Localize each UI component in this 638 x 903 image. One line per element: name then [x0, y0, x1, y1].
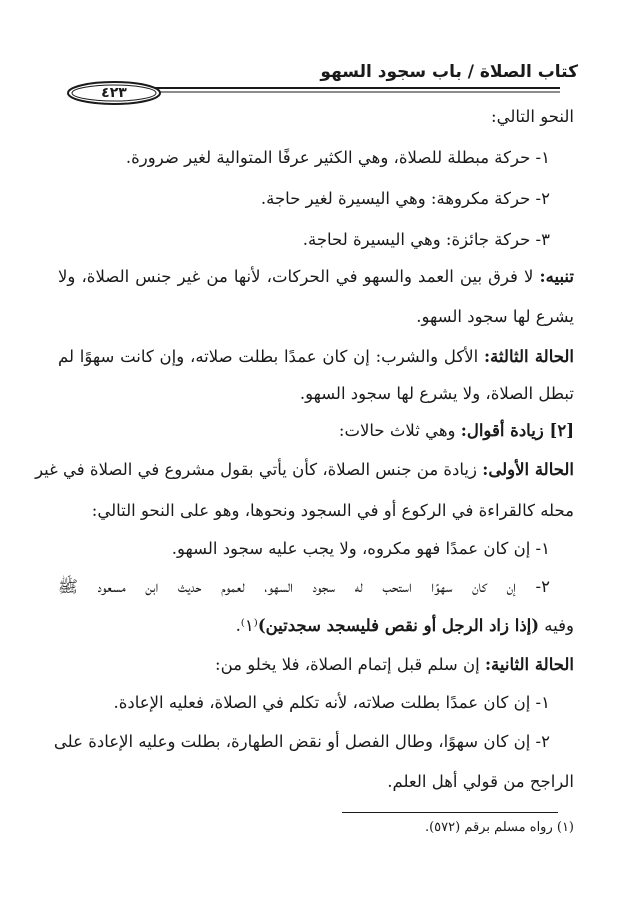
- list-item: ٢- حركة مكروهة: وهي اليسيرة لغير حاجة.: [260, 189, 550, 208]
- list-item: ١- إن كان عمدًا بطلت صلاته، لأنه تكلم في الصلاة، فعليه الإعادة.: [113, 693, 550, 712]
- section-title: [٢] زيادة أقوال:: [460, 421, 574, 440]
- page-number: ٤٢٣: [101, 85, 127, 101]
- text-line: [236, 613, 574, 639]
- hadith-quote: (إذا زاد الرجل أو نقص فليسجد سجدتين): [257, 616, 540, 635]
- text-line: الراجح من قولي أهل العلم.: [387, 772, 574, 791]
- text-line: [58, 264, 574, 290]
- text-line: تبطل الصلاة، ولا يشرع لها سجود السهو.: [299, 384, 574, 403]
- section-heading: [339, 418, 574, 444]
- text-line: [58, 344, 574, 370]
- footnote-ref: ⁽١⁾.: [235, 616, 258, 635]
- text-line: [35, 457, 574, 483]
- list-item: ١- حركة مبطلة للصلاة، وهي الكثير عرفًا المتوالية لغير ضرورة.: [125, 148, 550, 167]
- text-run: زيادة من جنس الصلاة، كأن يأتي بقول مشروع في الصلاة في غير: [35, 460, 483, 479]
- text-run: إن سلم قبل إتمام الصلاة، فلا يخلو من:: [215, 655, 485, 674]
- case-heading: الحالة الثانية:: [484, 655, 574, 674]
- text-run: وفيه: [539, 616, 574, 635]
- text-line: يشرع لها سجود السهو.: [416, 307, 574, 326]
- running-title: كتاب الصلاة / باب سجود السهو: [320, 62, 578, 82]
- case-heading: الحالة الثالثة:: [484, 347, 574, 366]
- footnote: (١) رواه مسلم برقم (٥٧٢).: [424, 820, 574, 835]
- list-item: ٢- إن كان سهوًا استحب له سجود السهو، لعموم حديث ابن مسعود ﷺ: [58, 577, 550, 596]
- footnote-rule: [342, 812, 558, 813]
- list-item: ١- إن كان عمدًا فهو مكروه، ولا يجب عليه سجود السهو.: [171, 539, 550, 558]
- text-line: [215, 652, 574, 678]
- case-heading: الحالة الأولى:: [482, 460, 574, 479]
- text-run: الأكل والشرب: إن كان عمدًا بطلت صلاته، وإن كانت سهوًا لم: [58, 347, 484, 366]
- list-item: ٢- إن كان سهوًا، وطال الفصل أو نقض الطهارة، بطلت وعليه الإعادة على: [53, 732, 550, 751]
- text-line: النحو التالي:: [491, 107, 574, 126]
- text-run: لا فرق بين العمد والسهو في الحركات، لأنها من غير جنس الصلاة، ولا: [58, 267, 540, 286]
- text-run: وهي ثلاث حالات:: [338, 421, 461, 440]
- note-label: تنبيه:: [539, 267, 574, 286]
- list-item: ٣- حركة جائزة: وهي اليسيرة لحاجة.: [302, 230, 550, 249]
- text-line: محله كالقراءة في الركوع أو في السجود ونحوها، وهو على النحو التالي:: [91, 501, 574, 520]
